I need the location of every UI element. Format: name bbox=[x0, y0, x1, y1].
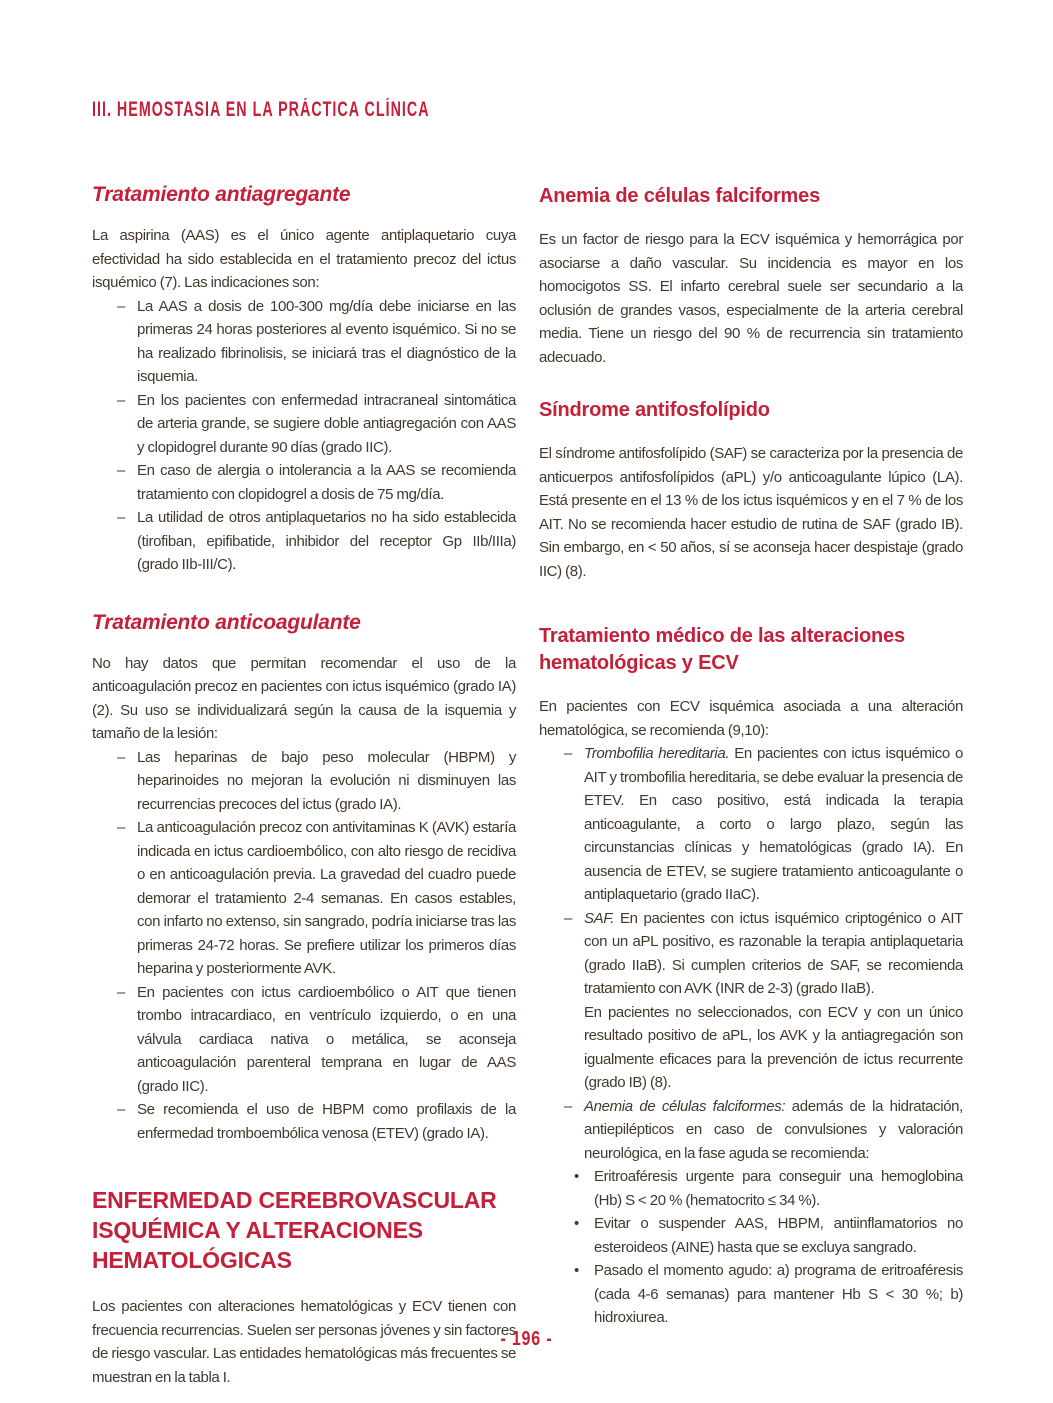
right-column bbox=[539, 183, 963, 1389]
list-item-text: En caso de alergia o intolerancia a la AAS se recomienda tratamiento con clopidogrel a dosis de 75 mg/día. bbox=[137, 462, 516, 503]
dash-marker: – bbox=[117, 1101, 125, 1118]
dash-marker: – bbox=[117, 509, 125, 526]
heading-tratamiento-antiagregante: Tratamiento antiagregante bbox=[92, 183, 351, 206]
list-item bbox=[92, 459, 516, 506]
list-item bbox=[92, 295, 516, 389]
heading-anemia-falciformes: Anemia de células falciformes bbox=[539, 185, 820, 207]
list-item bbox=[92, 389, 516, 460]
list-item-text: Las heparinas de bajo peso molecular (HBPM) y heparinoides no mejoran la evolución ni disminuyen las recurrencias precoces del ictus (grado IA). bbox=[137, 748, 516, 813]
heading-sindrome-antifosfolipido: Síndrome antifosfolípido bbox=[539, 399, 770, 421]
list-item bbox=[539, 742, 963, 907]
paragraph-antiagregante-intro: La aspirina (AAS) es el único agente antiplaquetario cuya efectividad ha sido establecida en el tratamiento precoz del ictus isquémico (7). Las indicaciones son: bbox=[92, 227, 516, 291]
heading-enfermedad-cerebrovascular: ENFERMEDAD CEREBROVASCULAR ISQUÉMICA Y ALTERACIONES HEMATOLÓGICAS bbox=[92, 1187, 497, 1273]
dash-marker: – bbox=[117, 748, 125, 766]
list-item-lead: Anemia de células falciformes: bbox=[584, 1097, 786, 1115]
list-item bbox=[92, 816, 516, 981]
list-item-text: además de la hidratación, antiepilépticos en caso de convulsiones y valoración neurológica, en la fase aguda se recomienda: bbox=[584, 1097, 963, 1162]
paragraph-enfermedad-intro: Los pacientes con alteraciones hematológicas y ECV tienen con frecuencia recurrencias. Suelen ser personas jóvenes y sin factores de riesgo vascular. Las entidades hematológicas más frecuentes se muestran en la tabla I. bbox=[92, 1298, 516, 1386]
paragraph-tratamiento-medico-intro: En pacientes con ECV isquémica asociada a una alteración hematológica, se recomienda (9,10): bbox=[539, 698, 963, 739]
list-item-text: Se recomienda el uso de HBPM como profilaxis de la enfermedad tromboembólica venosa (ETEV) (grado IA). bbox=[137, 1101, 516, 1142]
dash-marker: – bbox=[117, 983, 125, 1001]
heading-tratamiento-anticoagulante: Tratamiento anticoagulante bbox=[92, 610, 361, 634]
anticoagulante-bullet-list bbox=[92, 746, 516, 1146]
sub-list-item-text: Pasado el momento agudo: a) programa de eritroaféresis (cada 4-6 semanas) para mantener Hb S < 30 %; b) hidroxiurea. bbox=[594, 1262, 963, 1326]
dash-marker: – bbox=[117, 391, 125, 409]
list-item bbox=[92, 506, 516, 577]
list-item-text: En los pacientes con enfermedad intracraneal sintomática de arteria grande, se sugiere doble antiagregación con AAS y clopidogrel durante 90 días (grado IIC). bbox=[137, 391, 516, 456]
list-item bbox=[92, 1098, 516, 1145]
list-item bbox=[92, 746, 516, 817]
sub-list-item bbox=[539, 1165, 963, 1212]
sub-list-item-text: Eritroaféresis urgente para conseguir una hemoglobina (Hb) S < 20 % (hematocrito ≤ 34 %). bbox=[594, 1168, 963, 1209]
paragraph-anticoagulante-intro: No hay datos que permitan recomendar el uso de la anticoagulación precoz en pacientes con ictus isquémico (grado IA) (2). Su uso se individualizará según la causa de la isquemia y tamaño de la lesión: bbox=[92, 654, 516, 742]
dash-marker: – bbox=[564, 909, 572, 927]
antiagregante-bullet-list bbox=[92, 295, 516, 577]
dash-marker: – bbox=[564, 1097, 572, 1115]
list-item-text: La utilidad de otros antiplaquetarios no ha sido establecida (tirofiban, epifibatide, inhibidor del receptor Gp IIb/IIIa) (grado IIb-III/C). bbox=[137, 509, 516, 573]
bullet-marker: • bbox=[574, 1215, 579, 1232]
left-column bbox=[92, 183, 516, 1389]
sub-list-item-text: Evitar o suspender AAS, HBPM, antiinflamatorios no esteroideos (AINE) hasta que se excluya sangrado. bbox=[594, 1215, 963, 1256]
sub-list-item bbox=[539, 1259, 963, 1330]
list-item-text: La AAS a dosis de 100-300 mg/día debe iniciarse en las primeras 24 horas posteriores al evento isquémico. Si no se ha realizado fibrinolisis, se iniciará tras el diagnóstico de la isquemia. bbox=[137, 297, 516, 385]
list-item-text: En pacientes con ictus cardioembólico o AIT que tienen trombo intracardiaco, en ventrículo izquierdo, o en una válvula cardiaca nativa o metálica, se aconseja anticoagulación parenteral temprana en lugar de AAS (grado IIC). bbox=[137, 983, 516, 1095]
list-item-text: La anticoagulación precoz con antivitaminas K (AVK) estaría indicada en ictus cardioembólico, con alto riesgo de recidiva o en anticoagulación previa. La gravedad del cuadro puede demorar el tratamiento 2-4 semanas. En casos estables, con infarto no extenso, sin sangrado, podría iniciarse tras las primeras 24-72 horas. Se prefiere utilizar los primeros días heparina y posteriormente AVK. bbox=[137, 819, 516, 977]
list-item bbox=[92, 981, 516, 1099]
dash-marker: – bbox=[117, 462, 125, 479]
page-number: - 196 - bbox=[500, 1328, 553, 1350]
list-item bbox=[539, 907, 963, 1095]
tratamiento-medico-bullet-list bbox=[539, 742, 963, 1165]
dash-marker: – bbox=[117, 819, 125, 836]
page-footer bbox=[0, 1328, 1053, 1351]
list-item-lead: Trombofilia hereditaria. bbox=[584, 745, 730, 762]
bullet-marker: • bbox=[574, 1168, 579, 1185]
heading-tratamiento-medico: Tratamiento médico de las alteraciones hematológicas y ECV bbox=[539, 625, 905, 674]
content-columns bbox=[92, 183, 963, 1389]
list-item-text: En pacientes con ictus isquémico o AIT y trombofilia hereditaria, se debe evaluar la presencia de ETEV. En caso positivo, está indicada la terapia anticoagulante, a corto o largo plazo, según las circunstancias clínicas y hematológicas (grado IA). En ausencia de ETEV, se sugiere tratamiento anticoagulante o antiplaquetario (grado IIaC). bbox=[584, 745, 963, 903]
fase-aguda-sub-list bbox=[539, 1165, 963, 1330]
paragraph-anemia: Es un factor de riesgo para la ECV isquémica y hemorrágica por asociarse a daño vascular. Su incidencia es mayor en los homocigotos SS. El infarto cerebral suele ser secundario a la oclusión de grandes vasos, especialmente de la arteria cerebral media. Tiene un riesgo del 90 % de recurrencia sin tratamiento adecuado. bbox=[539, 231, 963, 366]
dash-marker: – bbox=[117, 297, 125, 315]
dash-marker: – bbox=[564, 745, 572, 762]
sub-list-item bbox=[539, 1212, 963, 1259]
running-head: III. HEMOSTASIA EN LA PRÁCTICA CLÍNICA bbox=[92, 98, 430, 121]
list-item-text: En pacientes con ictus isquémico criptogénico o AIT con un aPL positivo, es razonable la terapia antiplaquetaria (grado IIaB). Si cumplen criterios de SAF, se recomienda tratamiento con AVK (INR de 2-3) (grado IIaB). bbox=[584, 909, 963, 997]
list-item-lead: SAF. bbox=[584, 909, 615, 927]
paragraph-sindrome: El síndrome antifosfolípido (SAF) se caracteriza por la presencia de anticuerpos antifosfolípidos (aPL) y/o anticoagulante lúpico (LA). Está presente en el 13 % de los ictus isquémicos y en el 7 % de los AIT. No se recomienda hacer estudio de rutina de SAF (grado IB). Sin embargo, en < 50 años, sí se aconseja hacer despistaje (grado IIC) (8). bbox=[539, 445, 963, 580]
list-item bbox=[539, 1095, 963, 1166]
list-item-continuation: En pacientes no seleccionados, con ECV y con un único resultado positivo de aPL, los AVK y la antiagregación son igualmente eficaces para la prevención de ictus recurrente (grado IB) (8). bbox=[584, 1003, 963, 1091]
bullet-marker: • bbox=[574, 1262, 579, 1279]
